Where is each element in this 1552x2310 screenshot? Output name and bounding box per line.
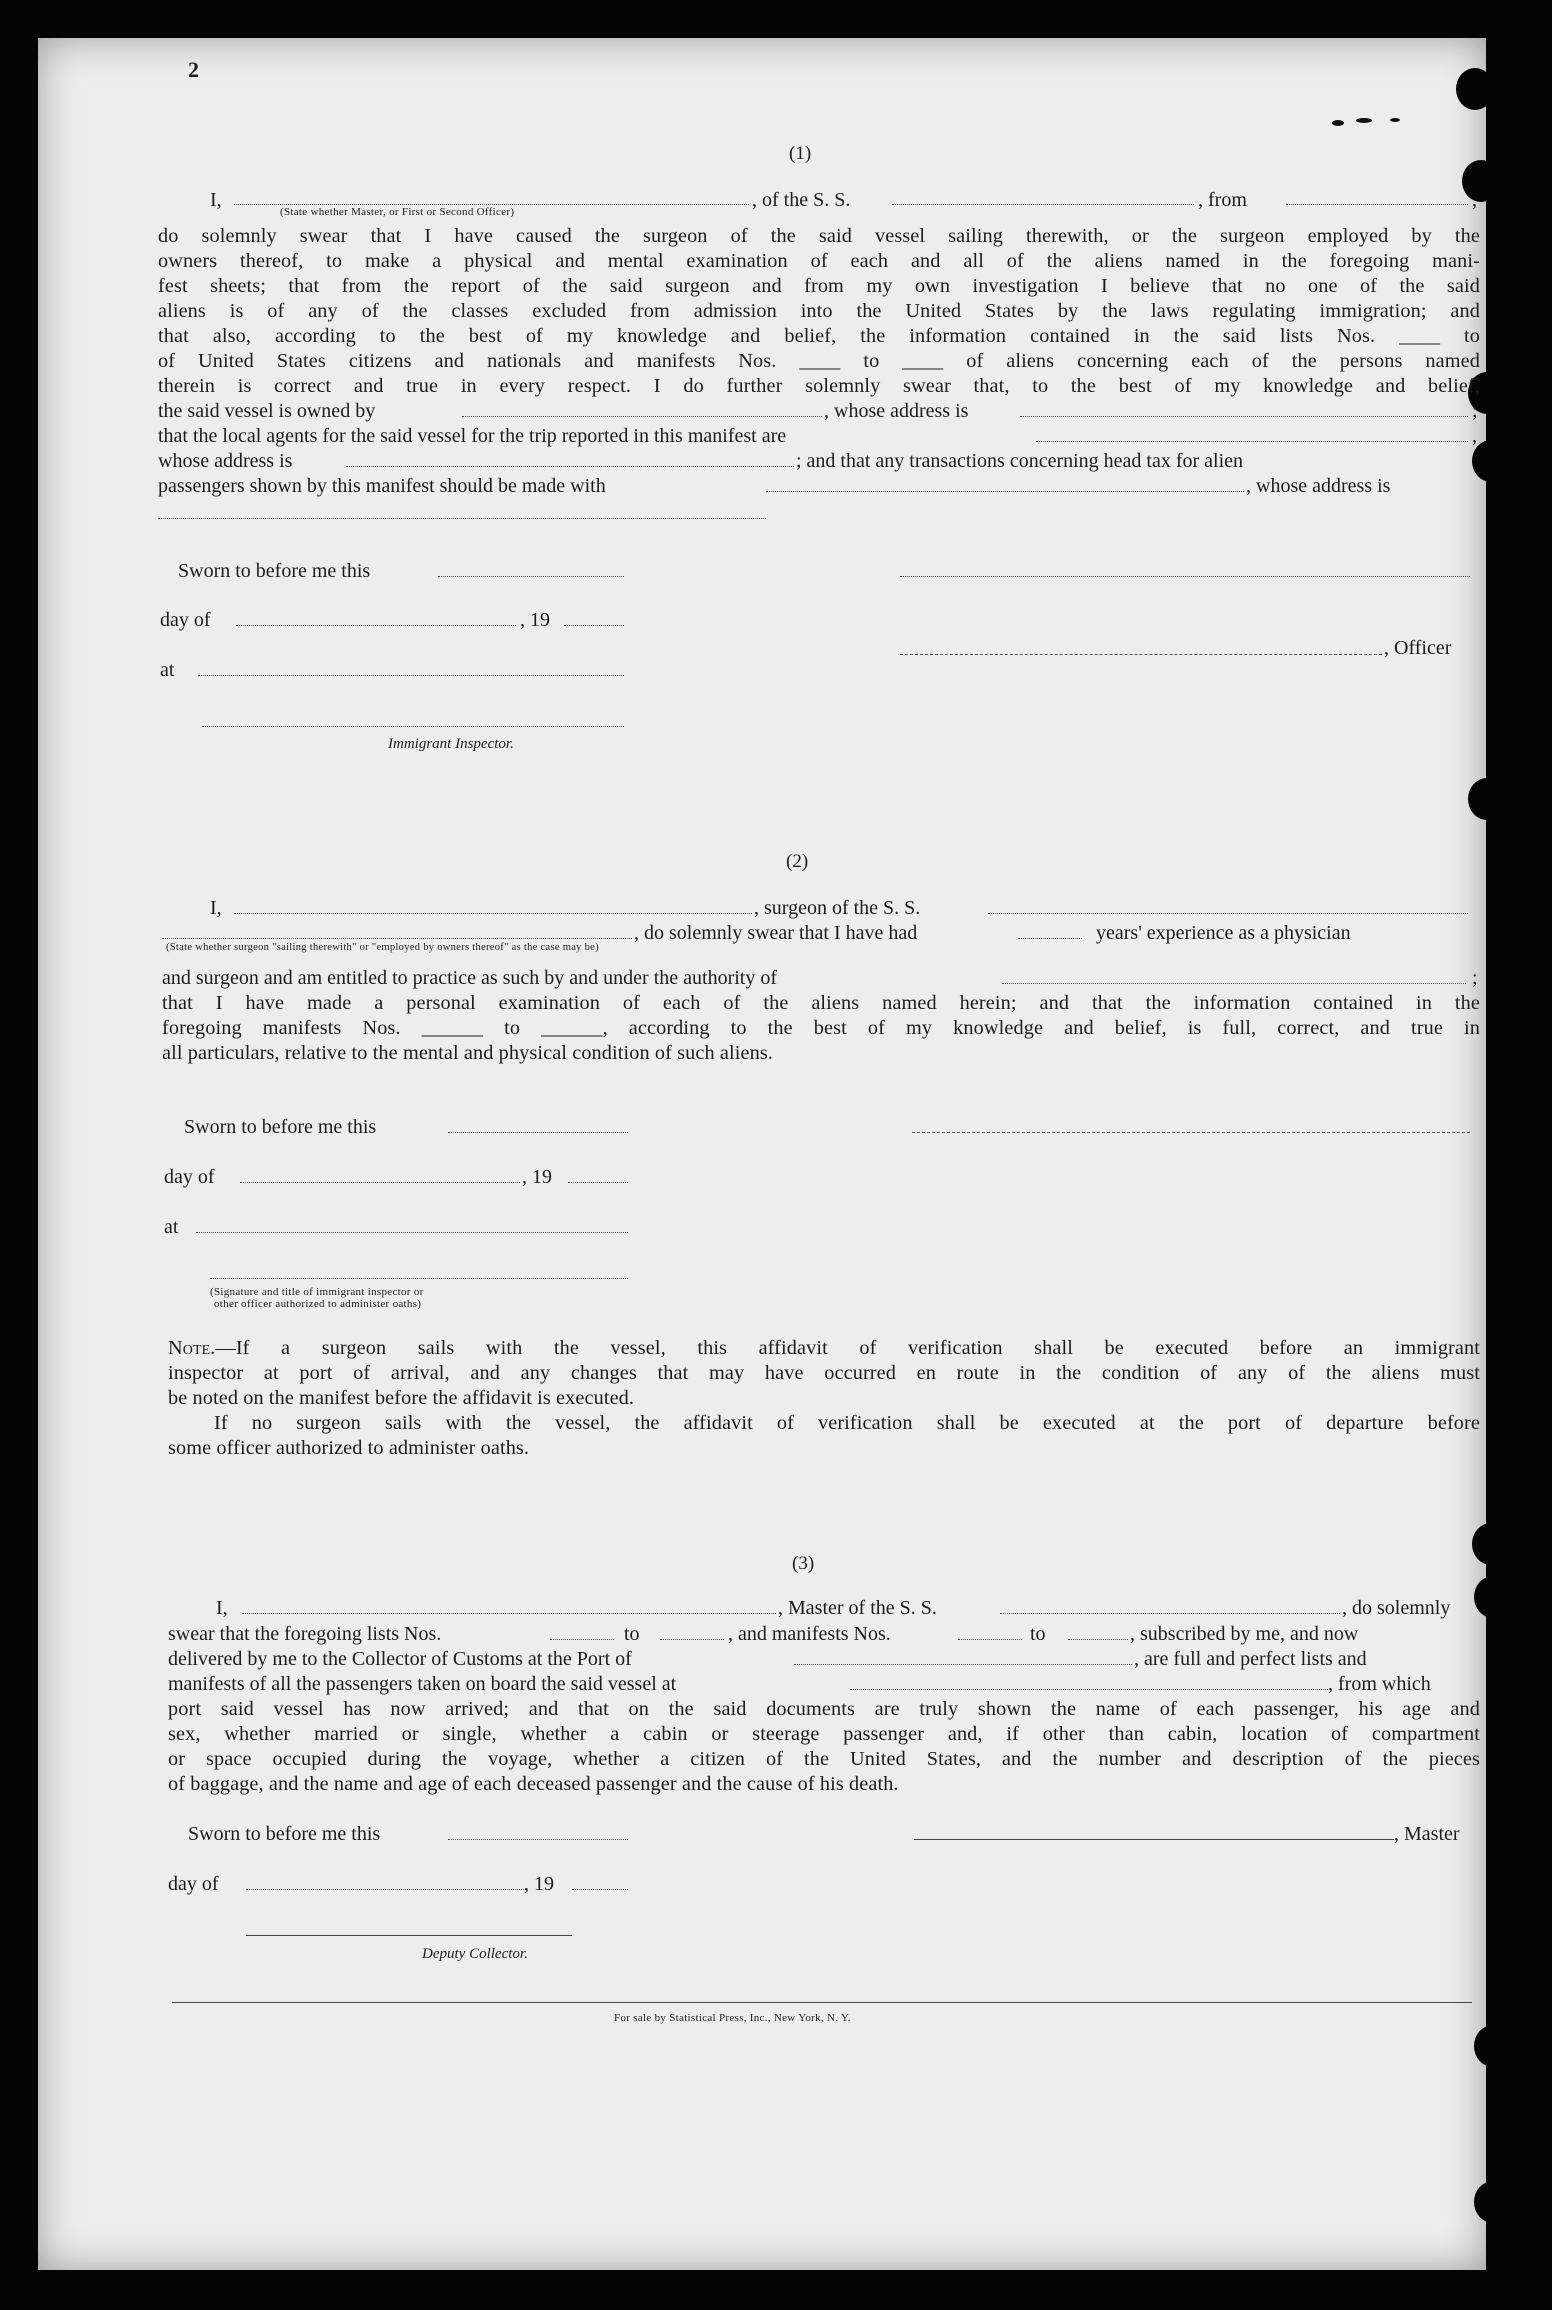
s3-perfect: , are full and perfect lists and [1134,1648,1367,1670]
s2-note-line: some officer authorized to administer oaths. [168,1437,530,1459]
ink-spot [1332,120,1344,126]
s2-note-line [168,1336,1480,1361]
s1-year: , 19 [520,609,550,631]
s3-line: or space occupied during the voyage, whether a citizen of the United States, and the number and description of the pieces [168,1748,1480,1770]
s2-i-label: I, [210,897,222,919]
s1-at-field[interactable] [198,675,624,676]
s2-paragraph [162,991,1480,1066]
s3-master-name-field[interactable] [242,1613,776,1614]
s1-officer: , Officer [1384,637,1452,659]
s3-deputy: Deputy Collector. [422,1946,528,1962]
footer-imprint: For sale by Statistical Press, Inc., New York, N. Y. [614,2012,851,2024]
s3-and-manifests: , and manifests Nos. [728,1623,891,1645]
s1-year-field[interactable] [564,625,624,626]
s2-semicolon: ; [1472,967,1478,989]
s1-i-label: I, [210,189,222,211]
s3-sworn: Sworn to before me this [188,1823,381,1845]
s3-delivered: delivered by me to the Collector of Customs at the Port of [168,1648,632,1670]
s3-embarkation-field[interactable] [850,1689,1328,1690]
s3-year-field[interactable] [572,1889,628,1890]
s2-note-label: Note. [168,1337,216,1359]
s1-semicolon: ; [1472,400,1478,422]
s1-from: , from [1198,189,1247,211]
s1-at: at [160,659,175,681]
s3-to-2: to [1030,1623,1046,1645]
s2-officer-signature-line[interactable] [210,1278,628,1279]
s3-swear-lists: swear that the foregoing lists Nos. [168,1623,442,1645]
ink-spot [1356,118,1372,123]
s2-line: foregoing manifests Nos. ______ to ______, according to the best of my knowledge and belief, is full, correct, and true in [162,1017,1480,1039]
s3-sworn-field[interactable] [448,1839,628,1840]
s3-vessel-field[interactable] [1000,1613,1340,1614]
footer-rule [172,2002,1472,2003]
punch-hole [1474,1576,1512,1618]
s2-surgeon-signature-line[interactable] [912,1132,1470,1133]
s3-year: , 19 [524,1873,554,1895]
s1-inspector: Immigrant Inspector. [388,736,514,752]
s2-at: at [164,1216,179,1238]
s2-entitled: and surgeon and am entitled to practice as such by and under the authority of [162,967,777,989]
s2-note-line: inspector at port of arrival, and any changes that may have occurred en route in the condition of any of the aliens must [168,1362,1480,1384]
s1-trail: , [1472,189,1477,211]
s3-port-field[interactable] [794,1664,1132,1665]
s2-swear: , do solemnly swear that I have had [634,922,918,944]
s1-agents-field[interactable] [1036,441,1468,442]
s3-deputy-signature-line[interactable] [246,1935,572,1936]
section-2-number: (2) [786,851,809,872]
s1-whose-address: whose address is [158,450,293,472]
s3-day-of: day of [168,1873,219,1895]
punch-hole [1462,160,1500,202]
s1-of-ss: , of the S. S. [752,189,851,211]
punch-hole [1472,1523,1510,1565]
s2-note-line: If no surgeon sails with the vessel, the affidavit of verification shall be executed at the port of departure before [214,1412,1480,1434]
s2-line: all particulars, relative to the mental and physical condition of such aliens. [162,1042,773,1064]
s1-line: of United States citizens and nationals and manifests Nos. ____ to ____ of aliens concerning each of the persons named [158,350,1480,372]
section-1-number: (1) [789,143,812,164]
section-3-number: (3) [792,1553,815,1574]
s2-signature-note-2: other officer authorized to administer oaths) [214,1298,422,1310]
ink-spot [1390,118,1400,122]
s2-at-field[interactable] [196,1232,628,1233]
s1-owner-field[interactable] [462,416,822,417]
s2-sworn: Sworn to before me this [184,1116,377,1138]
punch-hole [1472,440,1510,482]
s3-line: port said vessel has now arrived; and that on the said documents are truly shown the name of each passenger, his age and [168,1698,1480,1720]
s1-sworn-field[interactable] [438,576,624,577]
s2-sworn-field[interactable] [448,1132,628,1133]
punch-hole [1456,68,1494,110]
s2-years: years' experience as a physician [1096,922,1351,944]
s3-subscribed: , subscribed by me, and now [1130,1623,1359,1645]
s3-paragraph [168,1697,1480,1797]
s1-head-tax-address-field[interactable] [158,518,766,519]
s2-authority-field[interactable] [1002,983,1466,984]
s3-manifests-to-field[interactable] [1068,1639,1128,1640]
s2-note-text: —If a surgeon sails with the vessel, this affidavit of verification shall be executed before an immigrant [215,1337,1480,1359]
s3-from-which: , from which [1328,1673,1431,1695]
s2-line: that I have made a personal examination of each of the aliens named herein; and that the information contained in the [162,992,1480,1014]
s2-year: , 19 [522,1166,552,1188]
s3-do-solemnly: , do solemnly [1342,1597,1451,1619]
s1-head-tax-party-field[interactable] [766,491,1244,492]
s3-line: sex, whether married or single, whether a cabin or steerage passenger and, if other than cabin, location of compartment [168,1723,1480,1745]
form-page [38,38,1486,2270]
s1-officer-signature-line[interactable] [900,576,1470,577]
s3-lists-to-field[interactable] [660,1639,724,1640]
s1-from-field[interactable] [1286,204,1468,205]
s1-day-field[interactable] [236,625,516,626]
s1-line: do solemnly swear that I have caused the surgeon of the said vessel sailing therewith, or the surgeon employed by the [158,225,1480,247]
s1-passengers: passengers shown by this manifest should be made with [158,475,606,497]
s2-vessel-field[interactable] [988,913,1468,914]
s2-surgeon-type-field[interactable] [162,938,632,939]
punch-hole [1474,2025,1512,2067]
s1-line: therein is correct and true in every respect. I do further solemnly swear that, to the best of my knowledge and belief, [158,375,1480,397]
s3-lists-from-field[interactable] [550,1639,614,1640]
s1-sworn: Sworn to before me this [178,560,371,582]
s1-comma: , [1472,425,1477,447]
s2-signature-note-1: (Signature and title of immigrant inspector or [210,1286,424,1298]
s3-line: of baggage, and the name and age of each deceased passenger and the cause of his death. [168,1773,899,1795]
s2-note [168,1336,1480,1461]
s2-year-field[interactable] [568,1182,628,1183]
s1-vessel-field[interactable] [892,204,1194,205]
s1-inspector-line[interactable] [202,726,624,727]
s3-to-1: to [624,1623,640,1645]
s1-officer-note: (State whether Master, or First or Second Officer) [280,206,515,218]
s2-day-of: day of [164,1166,215,1188]
s1-head-tax: ; and that any transactions concerning head tax for alien [796,450,1244,472]
s2-note-line: be noted on the manifest before the affidavit is executed. [168,1387,635,1409]
s1-whose-address-end: , whose address is [1246,475,1391,497]
s1-line: fest sheets; that from the report of the said surgeon and from my own investigation I believe that no one of the said [158,275,1480,297]
s1-officer-name-field[interactable] [234,204,749,205]
s3-master-signature-line[interactable] [914,1839,1394,1840]
s1-owned-by: the said vessel is owned by [158,400,376,422]
s3-manifests-from-field[interactable] [958,1639,1022,1640]
s2-surgeon-note: (State whether surgeon "sailing therewith" or "employed by owners thereof" as the case may be) [166,942,599,953]
punch-hole [1474,2181,1512,2223]
s1-line: that also, according to the best of my knowledge and belief, the information contained in the said lists Nos. ____ to [158,325,1480,347]
s2-surgeon-name-field[interactable] [234,913,752,914]
s1-whose-address-is: , whose address is [824,400,969,422]
s2-years-field[interactable] [1018,938,1082,939]
s3-master-of: , Master of the S. S. [778,1597,937,1619]
s3-i-label: I, [216,1597,228,1619]
s3-manifests-all: manifests of all the passengers taken on board the said vessel at [168,1673,677,1695]
s2-day-field[interactable] [240,1182,520,1183]
s1-day-of: day of [160,609,211,631]
punch-hole [1468,778,1506,820]
s1-line: aliens is of any of the classes excluded from admission into the United States by the laws regulating immigration; and [158,300,1480,322]
s1-agents-address-field[interactable] [346,466,794,467]
s3-day-field[interactable] [246,1889,526,1890]
s1-local-agents: that the local agents for the said vessel for the trip reported in this manifest are [158,425,787,447]
s3-master: , Master [1394,1823,1460,1845]
corner-mark: 2 [188,57,199,82]
s2-surgeon-of: , surgeon of the S. S. [754,897,921,919]
s1-line: owners thereof, to make a physical and mental examination of each and all of the aliens named in the foregoing mani- [158,250,1480,272]
s1-paragraph [158,224,1480,399]
s1-owner-address-field[interactable] [1020,416,1468,417]
s1-officer-line[interactable] [900,654,1382,655]
